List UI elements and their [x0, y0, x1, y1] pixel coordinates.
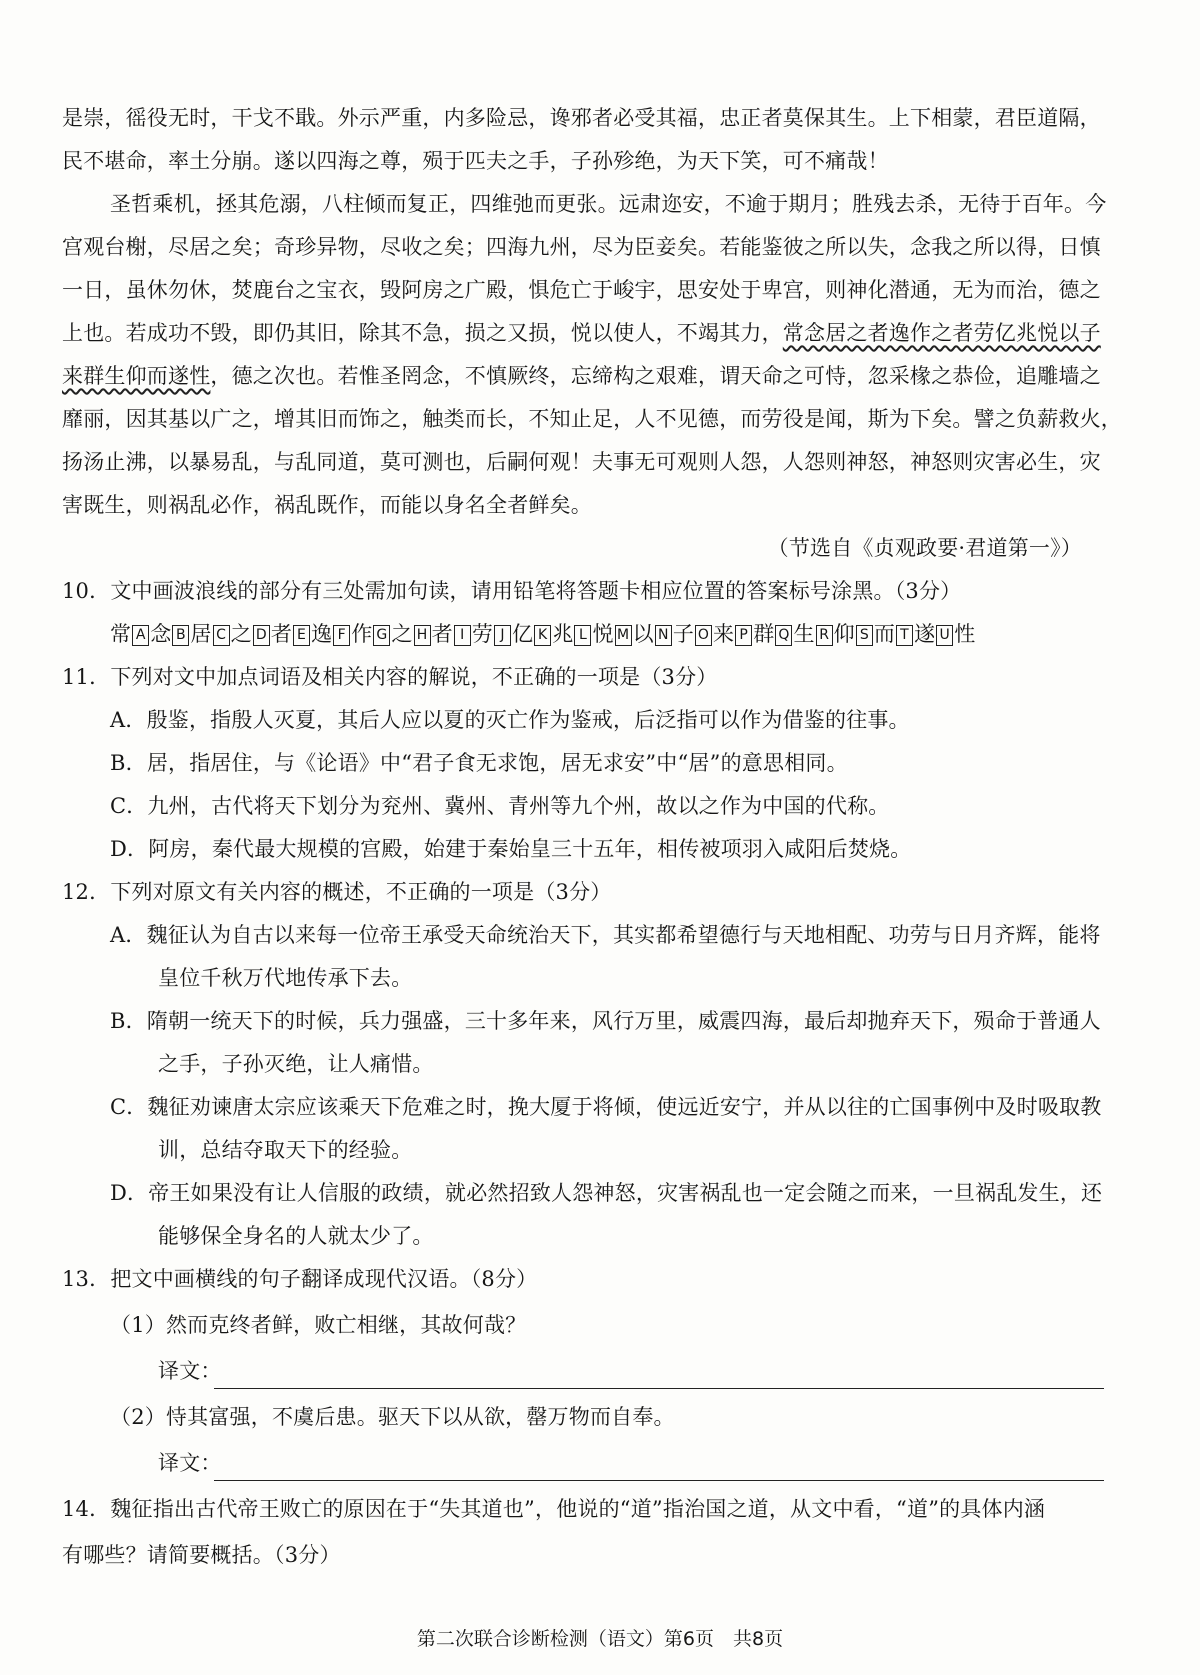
sequence-char: 生 [793, 622, 815, 646]
answer-option-box-F[interactable]: F [333, 625, 350, 646]
sequence-char: 者 [431, 622, 453, 646]
q13-answer-line-2[interactable] [214, 1480, 1104, 1481]
q12-option-d-line1: D．帝王如果没有让人信服的政绩，就必然招致人怨神怒，灾害祸乱也一定会随之而来，一旦祸乱发生，还 [110, 1181, 1103, 1205]
q13-sentence-2: （2）恃其富强，不虞后患。驱天下以从欲，罄万物而自奉。 [110, 1405, 675, 1429]
wavy-underlined-text-1: 常念居之者逸作之者劳亿兆悦以子 [782, 321, 1101, 345]
answer-option-box-M[interactable]: M [615, 625, 632, 646]
answer-option-box-A[interactable]: A [132, 625, 149, 646]
q13-translation-label-1: 译文： [158, 1359, 222, 1383]
answer-option-box-Q[interactable]: Q [775, 625, 792, 646]
passage-line-4: 宫观台榭，尽居之矣；奇珍异物，尽收之矣；四海九州，尽为臣妾矣。若能鉴彼之所以失，念我之所以得，日慎 [62, 235, 1101, 259]
sequence-char: 来 [713, 622, 735, 646]
sequence-char: 兆 [552, 622, 574, 646]
answer-option-box-J[interactable]: J [494, 625, 511, 646]
q11-option-d: D．阿房，秦代最大规模的宫殿，始建于秦始皇三十五年，相传被项羽入咸阳后焚烧。 [110, 837, 912, 861]
answer-option-box-C[interactable]: C [213, 625, 230, 646]
sequence-char: 居 [190, 622, 212, 646]
answer-option-box-G[interactable]: G [373, 625, 390, 646]
sequence-char: 性 [954, 622, 976, 646]
sequence-char: 遂 [914, 622, 936, 646]
answer-option-box-U[interactable]: U [936, 625, 953, 646]
answer-option-box-K[interactable]: K [534, 625, 551, 646]
passage-line-2: 民不堪命，率土分崩。遂以四海之尊，殒于匹夫之手，子孙殄绝，为天下笑，可不痛哉！ [62, 149, 889, 173]
passage-source: （节选自《贞观政要·君道第一》） [767, 536, 1082, 560]
answer-option-box-B[interactable]: B [172, 625, 189, 646]
answer-option-box-S[interactable]: S [856, 625, 873, 646]
answer-option-box-N[interactable]: N [655, 625, 672, 646]
sequence-char: 而 [873, 622, 896, 646]
page-footer: 第二次联合诊断检测（语文）第6页 共8页 [416, 1628, 784, 1650]
answer-option-box-I[interactable]: I [454, 625, 471, 646]
passage-line-7-text: ，德之次也。若惟圣罔念，不慎厥终，忘缔构之艰难，谓天命之可恃，忽采椽之恭俭，追雕墙之 [210, 364, 1101, 388]
sequence-char: 子 [672, 622, 695, 646]
sequence-char: 念 [150, 622, 172, 646]
q11-stem: 11．下列对文中加点词语及相关内容的解说，不正确的一项是（3分） [62, 665, 718, 689]
sequence-char: 者 [270, 622, 293, 646]
answer-option-box-H[interactable]: H [414, 625, 431, 646]
q11-option-a: A．殷鉴，指殷人灭夏，其后人应以夏的灭亡作为鉴戒，后泛指可以作为借鉴的往事。 [110, 708, 910, 732]
sequence-char: 之 [230, 622, 252, 646]
q10-answer-sequence [110, 619, 1108, 649]
passage-line-8: 靡丽，因其基以广之，增其旧而饰之，触类而长，不知止足，人不见德，而劳役是闻，斯为下矣。譬之负薪救火， [62, 407, 1122, 431]
sequence-char: 常 [110, 622, 132, 646]
sequence-char: 劳 [471, 622, 494, 646]
sequence-char: 仰 [833, 622, 855, 646]
q11-option-b: B．居，指居住，与《论语》中“君子食无求饱，居无求安”中“居”的意思相同。 [110, 751, 848, 775]
passage-line-7 [62, 361, 1108, 391]
q10-stem: 10．文中画波浪线的部分有三处需加句读，请用铅笔将答题卡相应位置的答案标号涂黑。（3分） [62, 579, 962, 603]
passage-line-6-text: 上也。若成功不毁，即仍其旧，除其不急，损之又损，悦以使人，不竭其力， [62, 321, 783, 345]
q14-line-2: 有哪些？请简要概括。（3分） [62, 1543, 341, 1567]
sequence-char: 亿 [512, 622, 534, 646]
q14-line-1: 14．魏征指出古代帝王败亡的原因在于“失其道也”，他说的“道”指治国之道，从文中看，“道”的具体内涵 [62, 1497, 1046, 1521]
sequence-char: 悦 [592, 622, 614, 646]
q12-option-b-line1: B．隋朝一统天下的时候，兵力强盛，三十多年来，风行万里，威震四海，最后却抛弃天下，殒命于普通人 [110, 1009, 1101, 1033]
q12-option-b-line2: 之手，子孙灭绝，让人痛惜。 [158, 1052, 434, 1076]
wavy-underlined-text-2: 来群生仰而遂性 [62, 364, 211, 388]
q12-option-d-line2: 能够保全身名的人就太少了。 [158, 1224, 434, 1248]
sequence-char: 逸 [311, 622, 333, 646]
passage-line-6 [62, 318, 1108, 348]
answer-option-box-T[interactable]: T [896, 625, 913, 646]
q13-stem: 13．把文中画横线的句子翻译成现代汉语。（8分） [62, 1267, 538, 1291]
q13-answer-line-1[interactable] [214, 1388, 1104, 1389]
q12-option-a-line1: A．魏征认为自古以来每一位帝王承受天命统治天下，其实都希望德行与天地相配、功劳与日月齐辉，能将 [110, 923, 1101, 947]
sequence-char: 之 [391, 622, 413, 646]
q11-option-c: C．九州，古代将天下划分为兖州、冀州、青州等九个州，故以之作为中国的代称。 [110, 794, 890, 818]
answer-option-box-O[interactable]: O [695, 625, 712, 646]
passage-line-10: 害既生，则祸乱必作，祸乱既作，而能以身名全者鲜矣。 [62, 493, 592, 517]
answer-option-box-L[interactable]: L [574, 625, 591, 646]
answer-option-box-E[interactable]: E [293, 625, 310, 646]
passage-line-9: 扬汤止沸，以暴易乱，与乱同道，莫可测也，后嗣何观！夫事无可观则人怨，人怨则神怒，神怒则灾害必生，灾 [62, 450, 1101, 474]
q12-stem: 12．下列对原文有关内容的概述，不正确的一项是（3分） [62, 880, 612, 904]
sequence-char: 群 [753, 622, 775, 646]
answer-option-box-R[interactable]: R [816, 625, 833, 646]
passage-line-3: 圣哲乘机，拯其危溺，八柱倾而复正，四维弛而更张。远肃迩安，不逾于期月；胜残去杀，无待于百年。今 [110, 192, 1107, 216]
q12-option-a-line2: 皇位千秋万代地传承下去。 [158, 966, 413, 990]
q12-option-c-line1: C．魏征劝谏唐太宗应该乘天下危难之时，挽大厦于将倾，使远近安宁，并从以往的亡国事例中及时吸取教 [110, 1095, 1102, 1119]
answer-option-box-P[interactable]: P [735, 625, 752, 646]
q12-option-c-line2: 训，总结夺取天下的经验。 [158, 1138, 413, 1162]
passage-line-1: 是崇，徭役无时，干戈不戢。外示严重，内多险忌，谗邪者必受其福，忠正者莫保其生。上下相蒙，君臣道隔， [62, 106, 1101, 130]
sequence-char: 以 [632, 622, 654, 646]
q13-sentence-1: （1）然而克终者鲜，败亡相继，其故何哉？ [110, 1313, 527, 1337]
answer-option-box-D[interactable]: D [253, 625, 270, 646]
passage-line-5: 一日，虽休勿休，焚鹿台之宝衣，毁阿房之广殿，惧危亡于峻宇，思安处于卑宫，则神化潜通，无为而治，德之 [62, 278, 1101, 302]
sequence-char: 作 [351, 622, 373, 646]
q13-translation-label-2: 译文： [158, 1451, 222, 1475]
